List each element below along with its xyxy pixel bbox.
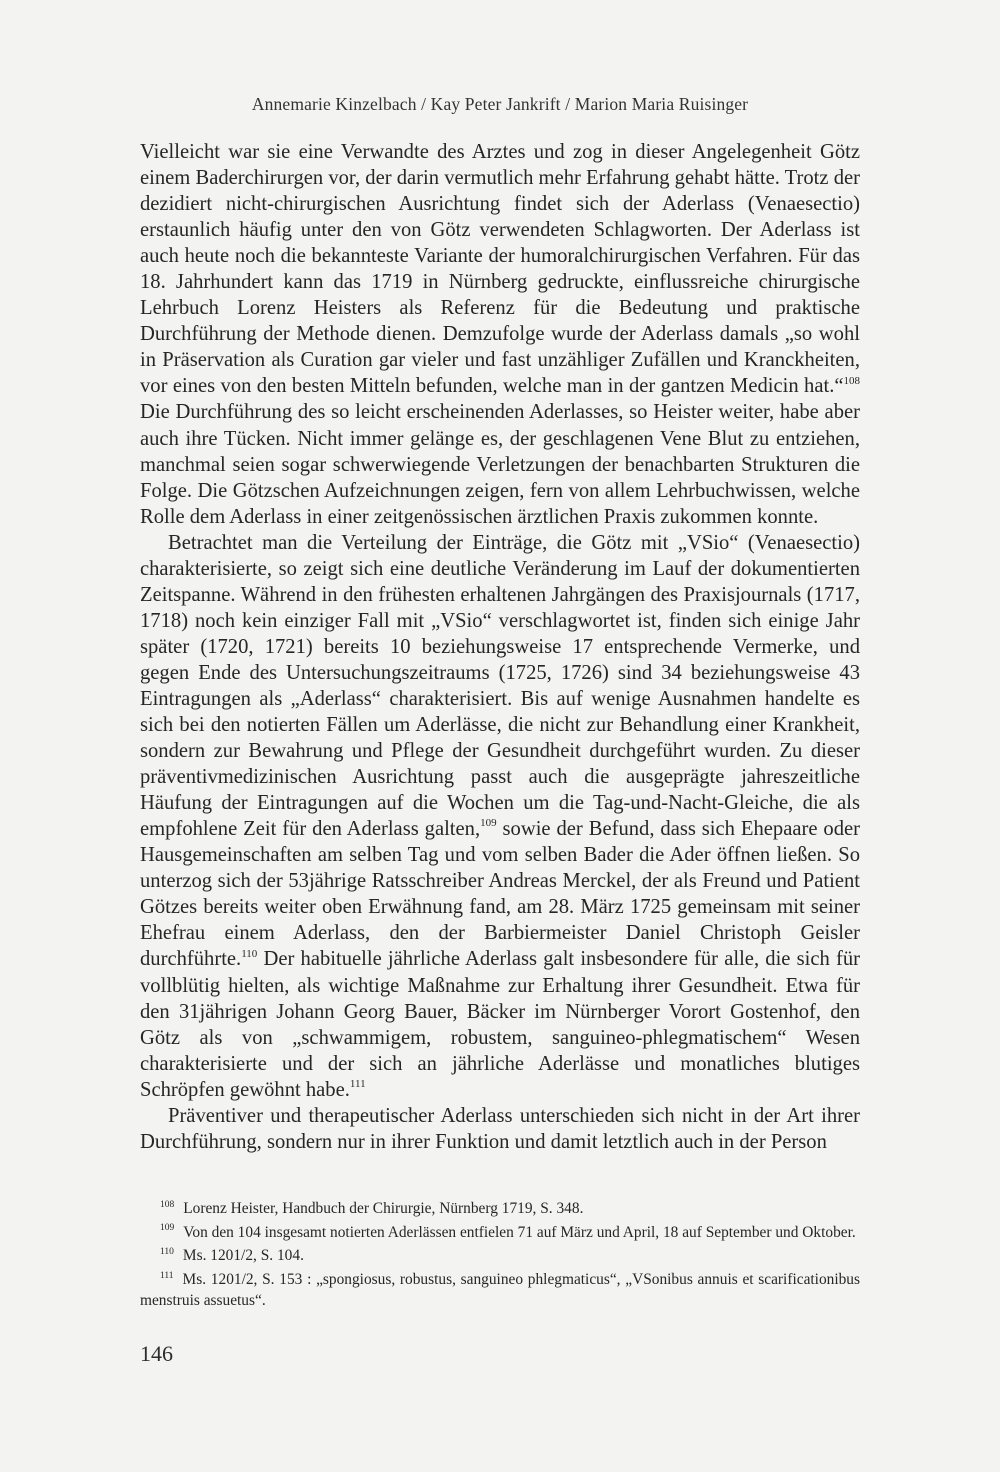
page-number: 146 — [140, 1341, 173, 1366]
footnote-reference-110[interactable]: 110 — [241, 947, 258, 960]
footnote-number: 110 — [160, 1247, 174, 1258]
footnote-number: 108 — [160, 1199, 175, 1210]
paragraph-1 — [140, 139, 860, 530]
text-segment: Präventiver und therapeutischer Aderlass unterschieden sich nicht in der Art ihrer Durchführung, sondern nur in ihrer Funktion und damit letztlich auch in der Person — [140, 1104, 860, 1153]
footnote-number: 111 — [160, 1270, 174, 1281]
footnote-110 — [140, 1245, 860, 1267]
footnote-text: Ms. 1201/2, S. 153 : „spongiosus, robustus, sanguineo phlegmaticus“, „VSonibus annuis et scarificationibus menstruis assuetus“. — [140, 1270, 860, 1310]
footnote-text: Lorenz Heister, Handbuch der Chirurgie, Nürnberg 1719, S. 348. — [183, 1200, 584, 1217]
running-head: Annemarie Kinzelbach / Kay Peter Jankrift / Marion Maria Ruisinger — [251, 94, 749, 114]
text-segment: Der habituelle jährliche Aderlass galt insbesondere für alle, die sich für vollblütig hielten, als wichtige Maßnahme zur Erhaltung ihrer Gesundheit. Etwa für den 31jährigen Johann Georg Bauer, Bäcker im Nürnberger Vorort Gostenhof, den Götz als von „schwammigem, robustem, sanguineo-phlegmatischem“ Wesen charakterisierte und der sich an jährliche Aderlässe und monatliches blutiges Schröpfen gewöhnt habe. — [140, 948, 860, 1101]
paragraph-2 — [140, 530, 860, 1103]
footnote-number: 109 — [160, 1223, 175, 1234]
footnote-text: Ms. 1201/2, S. 104. — [182, 1247, 304, 1265]
footnote-108 — [140, 1198, 860, 1220]
text-segment: Betrachtet man die Verteilung der Einträge, die Götz mit „VSio“ (Venaesectio) charakterisierte, so zeigt sich eine deutliche Veränderung im Lauf der dokumentierten Zeitspanne. Während in den frühesten erhaltenen Jahrgängen des Praxisjournals (1717, 1718) noch kein einziger Fall mit „VSio“ verschlagwortet ist, finden sich einige Jahr später (1720, 1721) bereits 10 beziehungsweise 17 entsprechende Vermerke, und gegen Ende des Untersuchungszeitraums (1725, 1726) sind 34 beziehungsweise 43 Eintragungen als „Aderlass“ charakterisiert. Bis auf wenige Ausnahmen handelte es sich bei den notierten Fällen um Aderlässe, die nicht zur Behandlung einer Krankheit, sondern zur Bewahrung und Pflege der Gesundheit durchgeführt wurden. Zu dieser präventivmedizinischen Ausrichtung passt auch die ausgeprägte jahreszeitliche Häufung der Eintragungen auf die Wochen um die Tag-und-Nacht-Gleiche, die als empfohlene Zeit für den Aderlass galten, — [140, 531, 860, 841]
footnotes — [140, 1198, 860, 1314]
text-segment: sowie der Befund, dass sich Ehepaare oder Hausgemeinschaften am selben Tag und vom selben Bader die Ader öffnen ließen. So unterzog sich der 53jährige Ratsschreiber Andreas Merckel, der als Freund und Patient Götzes bereits weiter oben Erwähnung fand, am 28. März 1725 gemeinsam mit seiner Ehefrau einem Aderlass, den der Barbiermeister Daniel Christoph Geisler durchführte. — [140, 818, 860, 971]
main-text — [140, 139, 860, 1155]
footnote-111 — [140, 1269, 860, 1312]
text-segment: Vielleicht war sie eine Verwandte des Arztes und zog in dieser Angelegenheit Götz einem Baderchirurgen vor, der darin vermutlich mehr Erfahrung gehabt hätte. Trotz der dezidiert nicht-chirurgischen Ausrichtung findet sich der Aderlass (Venaesectio) erstaunlich häufig unter den von Götz verwendeten Schlagworten. Der Aderlass ist auch heute noch die bekannteste Variante der humoralchirurgischen Verfahren. Für das 18. Jahrhundert kann das 1719 in Nürnberg gedruckte, einflussreiche chirurgische Lehrbuch Lorenz Heisters als Referenz für die Bedeutung und praktische Durchführung der Methode dienen. Demzufolge wurde der Aderlass damals „so wohl in Präservation als Curation gar vieler und fast unzähliger Zufällen und Kranckheiten, vor eines von den besten Mitteln befunden, welche man in der gantzen Medicin hat.“ — [140, 141, 860, 398]
footnote-reference-109[interactable]: 109 — [480, 817, 497, 830]
footnote-reference-108[interactable]: 108 — [843, 374, 860, 387]
footnote-109 — [140, 1222, 860, 1244]
text-segment: Die Durchführung des so leicht erscheinenden Aderlasses, so Heister weiter, habe aber auch ihre Tücken. Nicht immer gelänge es, der geschlagenen Vene Blut zu entziehen, manchmal seien sogar schwerwiegende Verletzungen der benachbarten Strukturen die Folge. Die Götzschen Aufzeichnungen zeigen, fern von allem Lehrbuchwissen, welche Rolle dem Aderlass in einer zeitgenössischen ärztlichen Praxis zukommen konnte. — [140, 401, 860, 528]
paragraph-3 — [140, 1103, 860, 1155]
footnote-text: Von den 104 insgesamt notierten Aderlässen entfielen 71 auf März und April, 18 auf September und Oktober. — [183, 1223, 856, 1241]
footnote-reference-111[interactable]: 111 — [349, 1077, 366, 1090]
